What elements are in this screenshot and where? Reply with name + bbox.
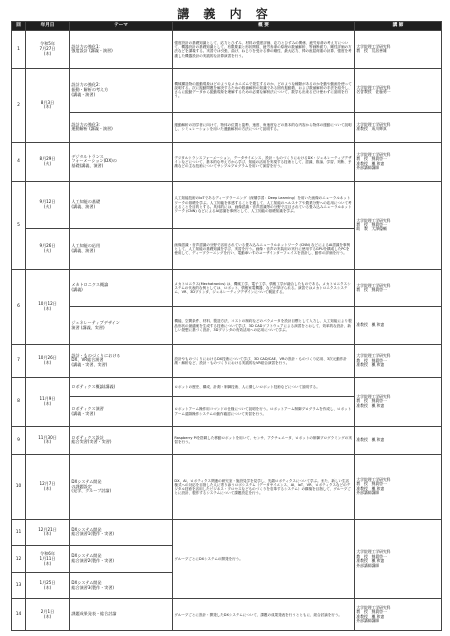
header-theme: テーマ [70,22,173,31]
header-no: 回 [12,22,26,31]
header-lecturer: 講 師 [355,22,442,31]
session-summary: デジタルトランスフォーメーション、データサイエンス、設計・ものづくりにおけるDX・ジェネレーティブデザインなどについて、基本的な考え方から学び、知能の活用を実現する技術として、認識、推論、学習、判断、予測などの主な技術についてサンプルプログラムを用いて演習を行う。 [173,143,355,182]
session-lecturer: 大学院理工学研究科 名誉教授 佐藤勇一 [355,68,442,112]
session-theme: ロボティクス設計 総合実習(実習・実習) [70,426,173,454]
session-theme: 設計力の強化3： 運動解析 (講義・演習) [70,112,173,142]
session-number: 10 [12,454,26,519]
session-number: 8 [12,377,26,426]
table-row [12,519,442,545]
session-lecturer: 大学院理工学研究科 教 授 綿貫啓一 [355,269,442,307]
session-theme: DXシステム開発 総合演習1(製作・実習) [70,519,173,545]
session-date: 10月26日 (木) [26,345,70,377]
table-row [12,377,442,397]
session-summary: 運動解析の初学者に向けて、物体の位置と姿勢、速度、角速度などの基本的な内容から物体の運動について説明し、シミュレーションを用いた運動解析の方法について説明する。 [173,112,355,142]
session-lecturer: 大学院理工学研究科 教 授 綿貫啓一 准教授 楓 和憲 [355,377,442,426]
session-lecturer: 准教授 楓 和憲 [355,426,442,454]
session-number: 7 [12,345,26,377]
session-date: 9月12日 (火) [26,181,70,228]
session-date: 9月26日 (火) [26,228,70,269]
table-row [12,143,442,182]
session-lecturer: 大学院理工学研究科 教 授 綿貫啓一 准教授 楓 和憲 外部講師講師 [355,519,442,599]
session-theme: DXシステム開発 総合演習2(製作・実習) [70,546,173,573]
session-theme: 設計・ものづくりにおける DX、VR総合演習 (講義・実習、実習) [70,345,173,377]
table-row [12,345,442,377]
session-summary: ロボットの歴史、構成、計測・制御技術、人に優しいロボット技術などについて説明する。 [173,377,355,397]
session-date: 令和5年 7月27日 (木) [26,31,70,69]
table-header-row [12,22,442,31]
session-date: 11月9日 (木) [26,377,70,426]
session-date: 12月21日 (木) [26,519,70,545]
session-date: 10月12日 (木) [26,269,70,344]
session-date: 11月30日 (木) [26,426,70,454]
page-title: 講 義 内 容 [177,7,273,21]
session-lecturer: 大学院理工学研究科 准教授 成川輝真 [355,112,442,142]
session-number: 6 [12,269,26,344]
session-theme: メカトロニクス概論 (講義) [70,269,173,307]
session-number: 1 [12,31,26,69]
session-theme: デジタルトランス フォーメーション(DX)の 基礎(講義、演習) [70,143,173,182]
session-summary: Raspberry Piを搭載した移動ロボットを用いて、センサ、アクチュエータ、ロボットの制御プログラミングの実習を行う。 [173,426,355,454]
session-date: 2月1日 (木) [26,599,70,631]
session-summary: ロボットアーム操作用コマンドの仕様について説明を行う。ロボットアーム制御プログラムを作成し、ロボットアーム遠隔操作システムの動作確認について実習を行う。 [173,397,355,426]
session-theme: 課題成果発表・総合討論 [70,599,173,631]
session-number: 4 [12,143,26,182]
session-theme: 設計力の強化2： 振動・解析の考え方 (講義・演習) [70,68,173,112]
session-lecturer: 准教授 楓 和憲 [355,307,442,345]
session-theme: DXシステム開発 総合演習3(製作・実習) [70,573,173,599]
table-row [12,454,442,519]
session-number: 11 [12,519,26,545]
session-summary: グループごとにDXシステムの開発を行う。 [173,519,355,599]
session-date: 8月29日 (火) [26,143,70,182]
session-lecturer: 大学院理工学研究科 教 授 綿貫啓一 准教授 楓 和憲 外部講師講師 [355,143,442,182]
session-summary: 画像認識・音声認識の分野で活用されている畳み込みニューラルネットワーク (CNN) などによるAI認識を事例として、人工知能の基礎知識を学び、実習を行う。画像・音声の実装用の実行に使用するGPUを構成したPCを使用して、ディープラーニングを行い、電動車いすのユーザインターフェイスを設計し、動作の評価を行う。 [173,228,355,269]
table-row [12,599,442,631]
header-date: 年月日 [26,22,70,31]
session-date: 12月7日 (木) [26,454,70,519]
session-lecturer: 大学院理工学研究科 教 授 綿貫啓一 助 教 大澤優輔 [355,181,442,269]
session-theme: ジェネレーティブデザイン 演習 (講義、実習) [70,307,173,345]
session-number: 14 [12,599,26,631]
lecture-schedule-table [11,21,442,631]
session-summary: グループごとに設計・開発したDXシステムについて、課題の成果発表を行うとともに、総合討論を行う。 [173,599,355,631]
session-summary: 強度設計の基礎知識として、応力とひずみ、材料の強度評価、応力とひずみの関係、疲労寿命の考え方について、機器設計の基礎知識として、有限要素と形状関数、疲労寿命の原理の数値解析、等価断面力、剛性評価の方法などを講義する。実習では引張、曲げ、ねじりを受ける棒の剛性、最大応力、棒の座屈荷重の計算、強度を考慮した機器設計の実践的な計算演習を行う。 [173,31,355,69]
session-theme: 設計力の強化1： 強度設計 (講義・演習) [70,31,173,69]
session-lecturer: 大学院理工学研究科 教 授 綿貫啓一 准教授 楓 和憲 外部講師講師 [355,599,442,631]
table-row [12,426,442,454]
session-theme: DXシステム開発 の課題設定 (見学、グループ討論) [70,454,173,519]
table-row [12,68,442,112]
session-theme: 人工知能の応用 (講義、演習) [70,228,173,269]
session-number: 2 [12,68,26,142]
session-summary: メカトロニクス(Mechatronics) は、機械工学、電子工学、情報工学が融合したものである。メカトロニクスシステムの代表的な例としては、ロボット、情報家電機器、などが挙げられる。演習ではメカトロニクスシステム、VR、3Dプリンタ、ジェネレーティブデザインについて概説する。 [173,269,355,307]
table-row [12,269,442,307]
session-summary: 機械構造物の振動現象はどのようなメカニズムで発生するのか、どのような種類があるのかを動や動画を使って説明する。次に振動問題を解決するための数値解析の知識である固有振動数、および数値解析の手法を紹介し、さらに振動データから振動現象を理解するための必要な解析法について、数学も出来るだけ使わずに説明を行う。 [173,68,355,112]
session-summary: 人工知能技術のIoTであるディープラーニング（深層学習：Deep Learning）を用いた画像のニューラルネットワークの基礎を学ぶ。人工知能を体感することを通して、人工知能のヘルスケアや農業分野への応用について考えることを目的とする。具体的には、画像認識・音声認識等の分野で注目されている畳み込みニューラルネットワーク (CNN) などによるAI認識を事例として、人工知能の基礎知識を学ぶ。 [173,181,355,228]
session-theme: ロボティクス概論(講義) [70,377,173,397]
session-summary: DX、AI、ロボティクス関連の研究室・施設見学を見学し、先端ロボティクスについて学ぶ。また、新しい生活様式への対応を目指した人に寄り添うロボシステム（データサイエンス、AI、IoT、VR、ロボティクスなどのデジタル技術を活用したビジネス・プロセスなどものづくりを変革するシステム）の構築を目指して、グループごとに設計、製作するシステムについて課題設定を行う。 [173,454,355,519]
session-lecturer: 大学院理工学研究科 教 授 綿貫啓一 准教授 楓 和憲 [355,345,442,377]
session-number: 12 [12,546,26,573]
session-date: 1月25日 (木) [26,573,70,599]
session-number: 5 [12,181,26,269]
session-date: 令和6年 1月11日 (木) [26,546,70,573]
session-number: 9 [12,426,26,454]
session-number: 13 [12,573,26,599]
session-date: 8月3日 (木) [26,68,70,142]
session-lecturer: 大学院理工学研究科 教 授 綿貫啓一 准教授 楓 和憲 外部講師講師 [355,454,442,519]
session-theme: ロボティクス演習 (講義・実習) [70,397,173,426]
session-lecturer: 大学院理工学研究科 教 授 荒居善雄 [355,31,442,69]
table-row [12,112,442,142]
table-row [12,307,442,345]
session-summary: 設計やものづくりにおけるDX技術について学び、3D CAD/CAE、VRの設計・ものづくり応用、3次元動作計測・解析など、設計・ものづくりにおける実践的なVR総合演習を行う。 [173,345,355,377]
table-row [12,181,442,228]
header-summary: 概 要 [173,22,355,31]
table-row [12,31,442,69]
session-theme: 人工知能の基礎 (講義、演習) [70,181,173,228]
session-summary: 機能、空間条件、材料、製造方法、コストの制約などのパラメータを設計目標として入力し、人工知能により製品形状の最適案を生成する技術について学び、3D CADソフトウェアによる演習をとおして、効率的な設計、新しい発想に基づく設計、3Dプリンタの有効活用への応用について学ぶ。 [173,307,355,345]
